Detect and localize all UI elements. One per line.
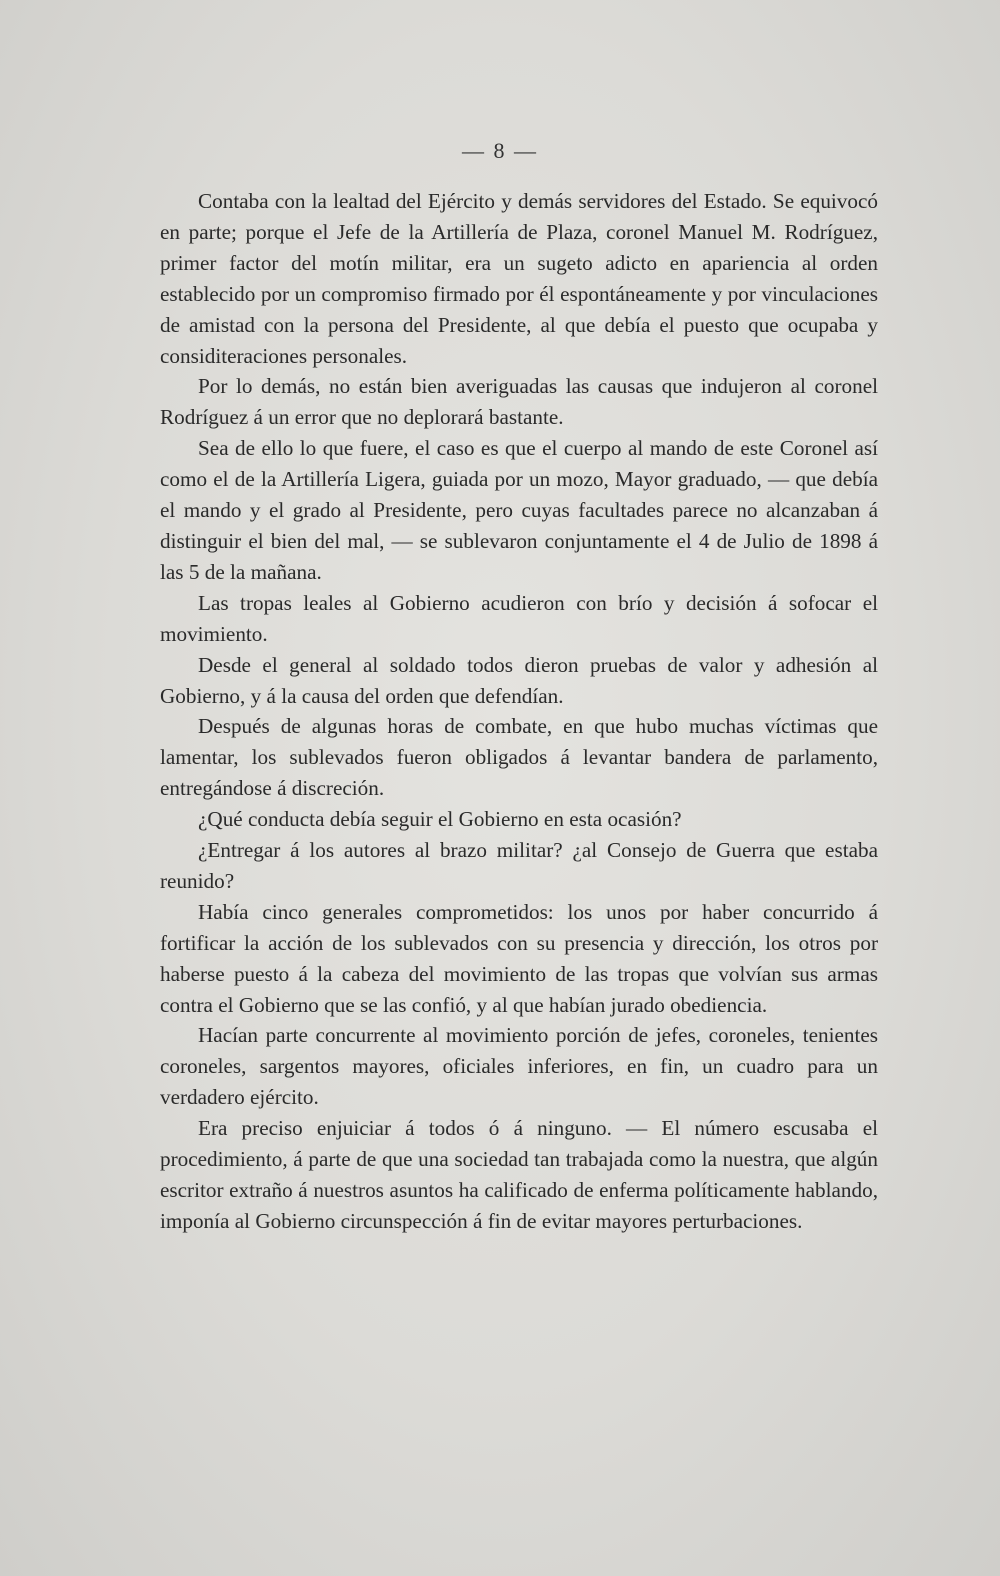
body-text <box>160 186 878 1237</box>
paragraph: Desde el general al soldado todos dieron pruebas de valor y adhesión al Gobierno, y á la causa del orden que defendían. <box>160 652 878 708</box>
page-number: — 8 — <box>462 138 538 163</box>
paragraph: Las tropas leales al Gobierno acudieron con brío y decisión á sofocar el movimiento. <box>160 590 878 646</box>
paragraph: ¿Qué conducta debía seguir el Gobierno en esta ocasión? <box>198 807 682 832</box>
paragraph: Hacían parte concurrente al movimiento porción de jefes, coroneles, tenientes coroneles, sargentos mayores, oficiales inferiores, en fin, un cuadro para un verdadero ejército. <box>160 1023 878 1110</box>
paragraph: ¿Entregar á los autores al brazo militar? ¿al Consejo de Guerra que estaba reunido? <box>160 838 878 893</box>
paragraph: Era preciso enjuiciar á todos ó á ninguno. — El número escusaba el procedimiento, á parte de que una sociedad tan trabajada como la nuestra, que algún escritor extraño á nuestros asuntos ha calificado de enferma políticamente hablando, imponía al Gobierno circunspección á fin de evitar mayores perturbaciones. <box>160 1116 878 1233</box>
paragraph: Después de algunas horas de combate, en que hubo muchas víctimas que lamentar, los sublevados fueron obligados á levantar bandera de parlamento, entregándose á discreción. <box>160 714 878 801</box>
paragraph: Contaba con la lealtad del Ejército y demás servidores del Estado. Se equivocó en parte; porque el Jefe de la Artillería de Plaza, coronel Manuel M. Rodríguez, primer factor del motín militar, era un sugeto adicto en apariencia al orden establecido por un compromiso firmado por él espontáneamente y por vinculaciones de amistad con la persona del Presidente, al que debía el puesto que ocupaba y considiteraciones personales. <box>160 189 878 368</box>
paragraph: Había cinco generales comprometidos: los unos por haber concurrido á fortificar la acción de los sublevados con su presencia y dirección, los otros por haberse puesto á la cabeza del movimiento de las tropas que volvían sus armas contra el Gobierno que se las confió, y al que habían jurado obediencia. <box>160 899 878 1017</box>
paragraph: Sea de ello lo que fuere, el caso es que el cuerpo al mando de este Coronel así como el de la Artillería Ligera, guiada por un mozo, Mayor graduado, — que debía el mando y el grado al Presidente, pero cuyas facultades parece no alcanzaban á distinguir el bien del mal, — se sublevaron conjuntamente el 4 de Julio de 1898 á las 5 de la mañana. <box>160 436 878 584</box>
paragraph: Por lo demás, no están bien averiguadas las causas que indujeron al coronel Rodríguez á un error que no deplorará bastante. <box>160 374 878 430</box>
